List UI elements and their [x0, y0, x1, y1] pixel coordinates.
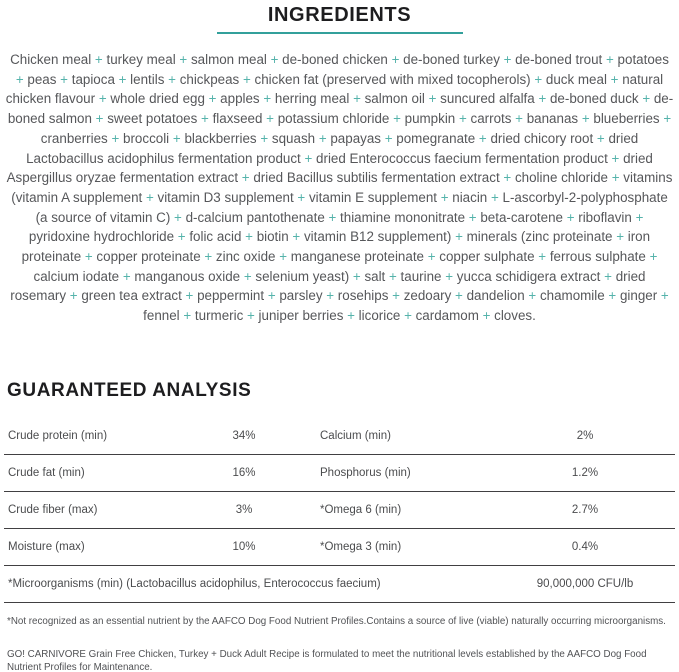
ingredient-item: duck meal	[545, 71, 607, 87]
plus-separator: +	[262, 111, 278, 127]
plus-separator: +	[607, 150, 624, 166]
ingredient-item: cranberries	[40, 130, 108, 146]
ingredient-item: vitamin E supplement	[308, 189, 437, 205]
ingredient-item: selenium yeast)	[255, 268, 350, 284]
plus-separator: +	[240, 268, 256, 284]
ingredient-item: niacin	[452, 189, 488, 205]
plus-separator: +	[204, 91, 221, 107]
ingredient-item: squash	[271, 130, 316, 146]
microorganisms-row	[4, 566, 675, 603]
nutrient-value: 0.4%	[571, 541, 599, 553]
ingredient-item: manganous oxide	[134, 268, 241, 284]
plus-separator: +	[638, 91, 654, 107]
nutrient-value: 2.7%	[571, 504, 599, 516]
plus-separator: +	[15, 71, 28, 87]
ingredient-item: parsley	[279, 288, 323, 304]
plus-separator: +	[81, 249, 97, 265]
ingredient-item: licorice	[358, 308, 401, 324]
ingredient-item: carrots	[470, 111, 512, 127]
nutrient-label: Moisture (max)	[8, 541, 85, 553]
ingredient-item: apples	[220, 91, 260, 107]
ingredient-item: turmeric	[194, 308, 244, 324]
ingredient-item: pumpkin	[404, 111, 456, 127]
ingredient-item: herring meal	[274, 91, 350, 107]
ingredient-item: dried Enterococcus faecium fermentation product	[316, 150, 608, 166]
ingredient-item: vitamin B12 supplement)	[303, 229, 452, 245]
ingredient-item: chickpeas	[179, 71, 240, 87]
ingredient-item: L-ascorbyl-2-polyphosphate (a source of vitamin C)	[35, 189, 668, 225]
ingredient-item: green tea extract	[81, 288, 182, 304]
ingredient-item: vitamin D3 supplement	[157, 189, 294, 205]
plus-separator: +	[200, 249, 216, 265]
plus-separator: +	[424, 91, 441, 107]
plus-separator: +	[499, 52, 516, 67]
ingredient-item: d-calcium pantothenate	[185, 209, 325, 225]
ingredient-item: vitamins (vitamin A supplement	[11, 170, 673, 205]
ingredient-item: chamomile	[539, 288, 605, 304]
ingredient-item: de-boned duck	[549, 91, 639, 107]
ingredient-item: biotin	[256, 229, 289, 245]
plus-separator: +	[455, 111, 471, 127]
plus-separator: +	[241, 229, 257, 245]
plus-separator: +	[324, 209, 341, 225]
ingredient-item: papayas	[330, 130, 381, 146]
plus-separator: +	[511, 111, 527, 127]
plus-separator: +	[400, 308, 416, 324]
plus-separator: +	[602, 52, 618, 67]
plus-separator: +	[175, 52, 191, 67]
plus-separator: +	[107, 130, 124, 146]
plus-separator: +	[164, 71, 180, 87]
ingredient-item: turkey meal	[106, 52, 176, 67]
plus-separator: +	[451, 288, 467, 304]
plus-separator: +	[441, 268, 457, 284]
ingredient-item: rosehips	[337, 288, 389, 304]
ingredient-item: thiamine mononitrate	[340, 209, 466, 225]
nutrient-label: Crude protein (min)	[8, 430, 108, 442]
ingredient-item: blueberries	[593, 111, 660, 127]
ingredient-item: potassium chloride	[277, 111, 390, 127]
plus-separator: +	[593, 130, 609, 146]
ingredient-item: Chicken meal	[10, 52, 92, 67]
ingredients-section-header	[0, 0, 679, 34]
ingredient-item: riboflavin	[578, 209, 632, 225]
ingredient-item: chicken fat (preserved with mixed tocopherols)	[254, 71, 531, 87]
ingredient-item: bananas	[526, 111, 579, 127]
plus-separator: +	[179, 308, 195, 324]
ingredient-item: salmon meal	[190, 52, 267, 67]
plus-separator: +	[181, 288, 198, 304]
ingredient-item: cloves.	[494, 308, 536, 324]
table-row	[4, 455, 675, 492]
ingredient-item: suncured alfalfa	[440, 91, 535, 107]
nutrient-label: *Omega 6 (min)	[320, 504, 402, 516]
plus-separator: +	[387, 52, 404, 67]
plus-separator: +	[534, 249, 550, 265]
ingredient-item: lentils	[130, 71, 165, 87]
ingredient-item: minerals (zinc proteinate	[466, 229, 613, 245]
ingredients-title: INGREDIENTS	[267, 4, 412, 26]
ingredient-item: dried Bacillus subtilis fermentation extract	[253, 170, 500, 186]
ingredient-item: de-boned turkey	[403, 52, 500, 67]
ingredient-item: ginger	[619, 288, 658, 304]
nutrient-value: 1.2%	[571, 467, 599, 479]
plus-separator: +	[315, 130, 331, 146]
plus-separator: +	[645, 249, 658, 265]
nutrient-value: 16%	[232, 467, 256, 479]
plus-separator: +	[114, 71, 131, 87]
ingredient-item: salmon oil	[364, 91, 425, 107]
asterisk-footnote: *Not recognized as an essential nutrient by the AAFCO Dog Food Nutrient Profiles.Contains a source of live (viable) naturally occurring microorganisms.	[7, 616, 666, 627]
nutrient-label: Calcium (min)	[320, 430, 391, 442]
ingredient-item: tapioca	[71, 71, 115, 87]
ingredient-item: salt	[364, 268, 386, 284]
plus-separator: +	[657, 288, 669, 304]
plus-separator: +	[300, 150, 317, 166]
plus-separator: +	[475, 130, 491, 146]
plus-separator: +	[465, 209, 481, 225]
ingredient-item: yucca schidigera extract	[456, 268, 601, 284]
ingredient-item: potatoes	[617, 52, 669, 67]
nutrient-value: 34%	[232, 430, 256, 442]
ingredients-list-paragraph	[5, 50, 674, 326]
plus-separator: +	[343, 308, 359, 324]
nutrient-label: Crude fiber (max)	[8, 504, 98, 516]
plus-separator: +	[436, 189, 453, 205]
table-row	[4, 529, 675, 566]
plus-separator: +	[256, 130, 272, 146]
ingredient-item: natural chicken flavour	[5, 71, 664, 107]
ingredient-item: de-boned salmon	[7, 91, 674, 127]
ingredient-item: juniper berries	[258, 308, 344, 324]
ingredient-item: peppermint	[197, 288, 265, 304]
plus-separator: +	[266, 52, 283, 67]
plus-separator: +	[604, 288, 620, 304]
ingredient-item: blackberries	[184, 130, 257, 146]
nutrient-label: Crude fat (min)	[8, 467, 85, 479]
plus-separator: +	[659, 111, 672, 127]
plus-separator: +	[243, 308, 259, 324]
plus-separator: +	[388, 288, 404, 304]
ingredient-item: copper sulphate	[439, 249, 535, 265]
ingredient-item: dried Aspergillus oryzae fermentation extract	[6, 150, 653, 186]
plus-separator: +	[259, 91, 275, 107]
nutrient-label: *Microorganisms (min) (Lactobacillus acidophilus, Enterococcus faecium)	[8, 578, 381, 590]
plus-separator: +	[534, 91, 550, 107]
ingredient-item: whole dried egg	[110, 91, 205, 107]
plus-separator: +	[91, 52, 107, 67]
plus-separator: +	[293, 189, 309, 205]
plus-separator: +	[562, 209, 579, 225]
ingredient-item: taurine	[400, 268, 442, 284]
ingredient-item: peas	[27, 71, 57, 87]
ingredient-item: calcium iodate	[33, 268, 120, 284]
ingredient-item: zedoary	[403, 288, 452, 304]
guaranteed-analysis-table	[4, 418, 675, 603]
ingredient-item: dried Lactobacillus acidophilus fermentation product	[26, 130, 639, 166]
ingredient-item: de-boned trout	[515, 52, 603, 67]
nutrient-label: *Omega 3 (min)	[320, 541, 402, 553]
plus-separator: +	[487, 189, 503, 205]
plus-separator: +	[631, 209, 644, 225]
plus-separator: +	[524, 288, 540, 304]
table-row	[4, 418, 675, 455]
plus-separator: +	[95, 91, 111, 107]
ingredient-item: iron proteinate	[21, 229, 651, 265]
ingredient-item: de-boned chicken	[282, 52, 388, 67]
plus-separator: +	[608, 170, 624, 186]
ingredient-item: copper proteinate	[96, 249, 201, 265]
nutrient-label: Phosphorus (min)	[320, 467, 411, 479]
plus-separator: +	[142, 189, 158, 205]
nutrient-value: 90,000,000 CFU/lb	[536, 578, 634, 590]
nutrient-value: 2%	[576, 430, 594, 442]
ingredient-item: flaxseed	[212, 111, 263, 127]
nutrient-value: 3%	[235, 504, 253, 516]
ingredient-item: folic acid	[189, 229, 242, 245]
plus-separator: +	[600, 268, 616, 284]
plus-separator: +	[349, 91, 365, 107]
plus-separator: +	[322, 288, 338, 304]
plus-separator: +	[349, 268, 365, 284]
table-row	[4, 492, 675, 529]
ingredient-item: pomegranate	[396, 130, 476, 146]
plus-separator: +	[478, 308, 495, 324]
plus-separator: +	[66, 288, 82, 304]
ingredient-item: cardamom	[415, 308, 479, 324]
ingredient-item: beta-carotene	[480, 209, 563, 225]
ingredient-item: dried chicory root	[490, 130, 594, 146]
plus-separator: +	[91, 111, 108, 127]
plus-separator: +	[238, 170, 254, 186]
plus-separator: +	[170, 209, 186, 225]
plus-separator: +	[381, 130, 397, 146]
plus-separator: +	[606, 71, 623, 87]
nutrient-value: 10%	[232, 541, 256, 553]
ingredient-item: zinc oxide	[215, 249, 276, 265]
plus-separator: +	[174, 229, 190, 245]
ingredient-item: pyridoxine hydrochloride	[28, 229, 175, 245]
plus-separator: +	[578, 111, 594, 127]
plus-separator: +	[275, 249, 291, 265]
plus-separator: +	[424, 249, 440, 265]
plus-separator: +	[451, 229, 467, 245]
ingredient-item: sweet potatoes	[107, 111, 198, 127]
ingredient-item: dandelion	[466, 288, 525, 304]
plus-separator: +	[530, 71, 546, 87]
plus-separator: +	[264, 288, 280, 304]
plus-separator: +	[197, 111, 213, 127]
plus-separator: +	[169, 130, 185, 146]
plus-separator: +	[499, 170, 515, 186]
plus-separator: +	[288, 229, 304, 245]
title-underline-rule	[217, 32, 463, 34]
guaranteed-analysis-title: GUARANTEED ANALYSIS	[7, 380, 252, 401]
plus-separator: +	[389, 111, 405, 127]
plus-separator: +	[119, 268, 135, 284]
aafco-statement: GO! CARNIVORE Grain Free Chicken, Turkey + Duck Adult Recipe is formulated to meet the nutritional levels established by the AAFCO Dog Food Nutrient Profiles for Maintenance.	[7, 649, 647, 672]
ingredient-item: dried rosemary	[10, 268, 646, 304]
ingredient-item: broccoli	[123, 130, 170, 146]
ingredient-item: choline chloride	[514, 170, 609, 186]
plus-separator: +	[385, 268, 401, 284]
plus-separator: +	[612, 229, 628, 245]
plus-separator: +	[56, 71, 72, 87]
plus-separator: +	[239, 71, 255, 87]
ingredient-item: ferrous sulphate	[549, 249, 646, 265]
ingredient-item: fennel	[143, 308, 180, 324]
ingredient-item: manganese proteinate	[290, 249, 424, 265]
